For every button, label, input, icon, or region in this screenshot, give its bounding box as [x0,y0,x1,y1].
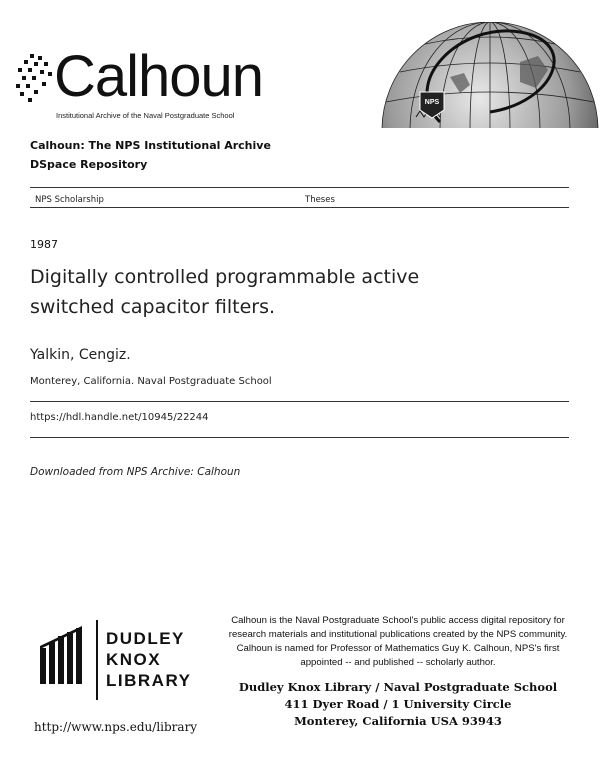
wordmark-line: DUDLEY [106,629,185,648]
logo-wordmark: Calhoun [54,44,264,109]
divider [30,437,569,438]
title-line: switched capacitor filters. [30,296,276,318]
description-line: appointed -- and published -- scholarly author. [300,657,496,668]
title-line: Digitally controlled programmable active [30,266,420,288]
downloaded-note: Downloaded from NPS Archive: Calhoun [30,466,241,478]
logo-tagline: Institutional Archive of the Naval Postgraduate School [56,111,235,120]
breadcrumb-type[interactable]: Theses [305,195,335,205]
record-publisher: Monterey, California. Naval Postgraduate School [30,376,272,387]
pixel-dots-icon [16,54,56,102]
address-line: Dudley Knox Library / Naval Postgraduate School [238,680,558,694]
record-title [30,262,470,322]
archive-name: Calhoun: The NPS Institutional Archive [30,139,271,152]
divider [30,187,569,188]
record-year: 1987 [30,238,58,251]
logo-divider [96,620,98,700]
library-wordmark [106,628,191,691]
breadcrumb-collection[interactable]: NPS Scholarship [35,195,104,205]
svg-text:NPS: NPS [424,99,440,106]
repository-name: DSpace Repository [30,158,148,171]
library-columns-icon [40,626,90,686]
address-line: 411 Dyer Road / 1 University Circle [284,697,512,711]
wordmark-line: KNOX [106,650,162,669]
divider [30,207,569,208]
record-author: Yalkin, Cengiz. [30,347,131,363]
description-line: Calhoun is named for Professor of Mathematics Guy K. Calhoun, NPS's first [236,643,560,654]
description-line: research materials and institutional publications created by the NPS community. [228,629,568,640]
dudley-knox-logo [40,618,190,700]
handle-link[interactable]: https://hdl.handle.net/10945/22244 [30,412,209,423]
library-url-link[interactable]: http://www.nps.edu/library [34,720,198,734]
description-line: Calhoun is the Naval Postgraduate School's public access digital repository for [231,615,565,626]
wordmark-line: LIBRARY [106,671,192,690]
calhoun-logo [16,44,264,124]
divider [30,401,569,402]
globe-image [380,22,600,128]
library-address [215,679,581,730]
calhoun-description [200,614,596,670]
address-line: Monterey, California USA 93943 [294,714,502,728]
